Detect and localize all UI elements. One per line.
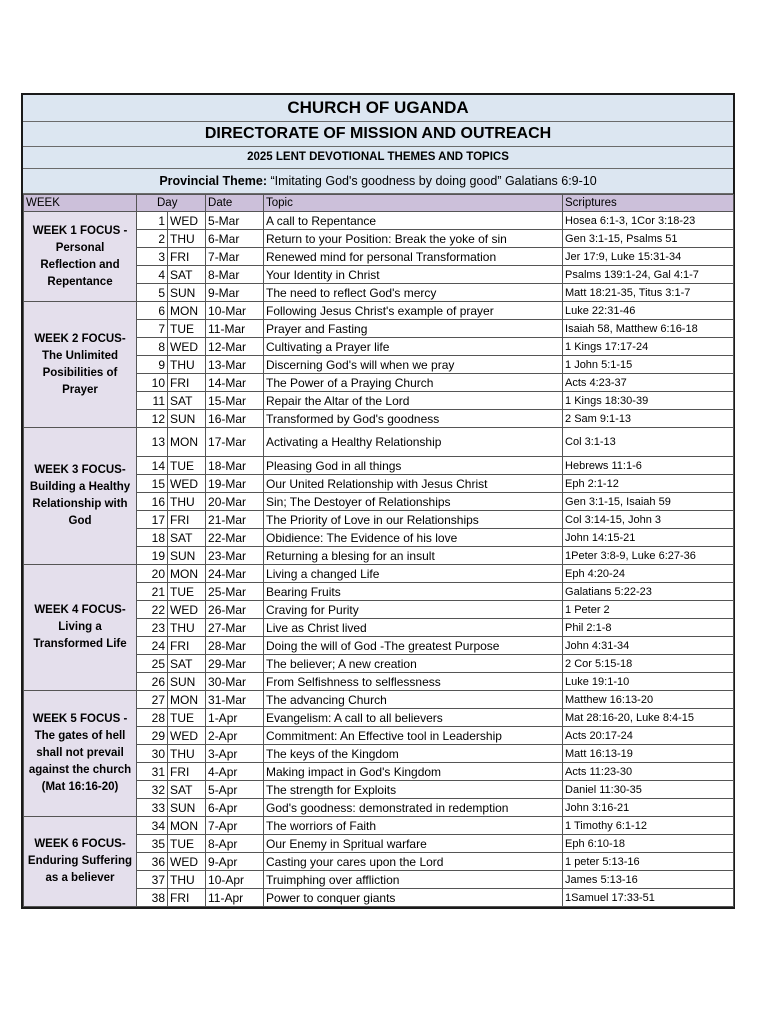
date-cell: 24-Mar — [206, 565, 264, 583]
day-name: FRI — [168, 248, 206, 266]
scripture-cell: Matthew 16:13-20 — [563, 691, 734, 709]
date-cell: 29-Mar — [206, 655, 264, 673]
day-name: FRI — [168, 637, 206, 655]
topic-cell: Discerning God's will when we pray — [264, 356, 563, 374]
topic-cell: Returning a blesing for an insult — [264, 547, 563, 565]
column-header-row — [24, 195, 734, 212]
day-number: 7 — [137, 320, 168, 338]
day-number: 20 — [137, 565, 168, 583]
scripture-cell: Gen 3:1-15, Isaiah 59 — [563, 493, 734, 511]
day-name: FRI — [168, 374, 206, 392]
scripture-cell: John 3:16-21 — [563, 799, 734, 817]
day-number: 5 — [137, 284, 168, 302]
scripture-cell: Psalms 139:1-24, Gal 4:1-7 — [563, 266, 734, 284]
day-name: WED — [168, 475, 206, 493]
subtitle: 2025 LENT DEVOTIONAL THEMES AND TOPICS — [23, 147, 733, 169]
topic-cell: The keys of the Kingdom — [264, 745, 563, 763]
schedule-table — [23, 194, 734, 907]
topic-cell: Return to your Position: Break the yoke of sin — [264, 230, 563, 248]
topic-cell: Obidience: The Evidence of his love — [264, 529, 563, 547]
day-number: 30 — [137, 745, 168, 763]
scripture-cell: 2 Sam 9:1-13 — [563, 410, 734, 428]
day-number: 31 — [137, 763, 168, 781]
date-cell: 20-Mar — [206, 493, 264, 511]
topic-cell: The need to reflect God's mercy — [264, 284, 563, 302]
day-name: WED — [168, 601, 206, 619]
topic-cell: Pleasing God in all things — [264, 457, 563, 475]
week-focus-label: WEEK 2 FOCUS- The Unlimited Posibilities of Prayer — [24, 302, 137, 428]
date-cell: 23-Mar — [206, 547, 264, 565]
org-title: CHURCH OF UGANDA — [23, 95, 733, 122]
topic-cell: Truimphing over affliction — [264, 871, 563, 889]
day-name: THU — [168, 619, 206, 637]
day-number: 23 — [137, 619, 168, 637]
day-number: 33 — [137, 799, 168, 817]
day-name: WED — [168, 727, 206, 745]
day-number: 3 — [137, 248, 168, 266]
day-number: 26 — [137, 673, 168, 691]
topic-cell: Following Jesus Christ's example of prayer — [264, 302, 563, 320]
topic-cell: Repair the Altar of the Lord — [264, 392, 563, 410]
day-number: 9 — [137, 356, 168, 374]
day-number: 6 — [137, 302, 168, 320]
day-name: SUN — [168, 799, 206, 817]
day-number: 8 — [137, 338, 168, 356]
date-cell: 22-Mar — [206, 529, 264, 547]
topic-cell: Making impact in God's Kingdom — [264, 763, 563, 781]
day-number: 38 — [137, 889, 168, 907]
day-number: 25 — [137, 655, 168, 673]
scripture-cell: Daniel 11:30-35 — [563, 781, 734, 799]
day-number: 17 — [137, 511, 168, 529]
topic-cell: Transformed by God's goodness — [264, 410, 563, 428]
day-number: 32 — [137, 781, 168, 799]
scripture-cell: Luke 19:1-10 — [563, 673, 734, 691]
day-name: SAT — [168, 266, 206, 284]
day-number: 22 — [137, 601, 168, 619]
col-week: WEEK — [24, 195, 137, 212]
day-name: SAT — [168, 655, 206, 673]
date-cell: 17-Mar — [206, 428, 264, 457]
date-cell: 27-Mar — [206, 619, 264, 637]
directorate-title: DIRECTORATE OF MISSION AND OUTREACH — [23, 122, 733, 147]
scripture-cell: 1 peter 5:13-16 — [563, 853, 734, 871]
day-name: MON — [168, 565, 206, 583]
week-focus-label: WEEK 5 FOCUS - The gates of hell shall not prevail against the church (Mat 16:16-20) — [24, 691, 137, 817]
day-name: THU — [168, 356, 206, 374]
scripture-cell: John 14:15-21 — [563, 529, 734, 547]
topic-cell: Prayer and Fasting — [264, 320, 563, 338]
scripture-cell: Gen 3:1-15, Psalms 51 — [563, 230, 734, 248]
day-name: SUN — [168, 284, 206, 302]
col-date: Date — [206, 195, 264, 212]
day-name: SUN — [168, 547, 206, 565]
topic-cell: Commitment: An Effective tool in Leadership — [264, 727, 563, 745]
day-name: WED — [168, 853, 206, 871]
day-name: WED — [168, 338, 206, 356]
date-cell: 11-Apr — [206, 889, 264, 907]
scripture-cell: Eph 2:1-12 — [563, 475, 734, 493]
scripture-cell: 1 Kings 18:30-39 — [563, 392, 734, 410]
day-name: FRI — [168, 763, 206, 781]
topic-cell: God's goodness: demonstrated in redemption — [264, 799, 563, 817]
date-cell: 4-Apr — [206, 763, 264, 781]
day-number: 29 — [137, 727, 168, 745]
day-name: FRI — [168, 511, 206, 529]
topic-cell: The believer; A new creation — [264, 655, 563, 673]
day-number: 16 — [137, 493, 168, 511]
day-number: 37 — [137, 871, 168, 889]
date-cell: 9-Mar — [206, 284, 264, 302]
day-number: 15 — [137, 475, 168, 493]
scripture-cell: 1 Kings 17:17-24 — [563, 338, 734, 356]
topic-cell: The Priority of Love in our Relationships — [264, 511, 563, 529]
date-cell: 16-Mar — [206, 410, 264, 428]
day-name: WED — [168, 212, 206, 230]
day-number: 2 — [137, 230, 168, 248]
day-name: SAT — [168, 392, 206, 410]
date-cell: 26-Mar — [206, 601, 264, 619]
table-row — [24, 565, 734, 583]
topic-cell: Renewed mind for personal Transformation — [264, 248, 563, 266]
topic-cell: Activating a Healthy Relationship — [264, 428, 563, 457]
scripture-cell: Col 3:14-15, John 3 — [563, 511, 734, 529]
date-cell: 6-Mar — [206, 230, 264, 248]
devotional-sheet — [21, 93, 735, 909]
table-row — [24, 691, 734, 709]
day-name: THU — [168, 230, 206, 248]
theme-label: Provincial Theme: — [159, 174, 267, 188]
day-name: THU — [168, 871, 206, 889]
date-cell: 19-Mar — [206, 475, 264, 493]
day-number: 13 — [137, 428, 168, 457]
topic-cell: Power to conquer giants — [264, 889, 563, 907]
date-cell: 30-Mar — [206, 673, 264, 691]
day-number: 21 — [137, 583, 168, 601]
topic-cell: Live as Christ lived — [264, 619, 563, 637]
day-number: 18 — [137, 529, 168, 547]
scripture-cell: 2 Cor 5:15-18 — [563, 655, 734, 673]
provincial-theme — [23, 169, 733, 194]
day-number: 4 — [137, 266, 168, 284]
date-cell: 13-Mar — [206, 356, 264, 374]
date-cell: 7-Apr — [206, 817, 264, 835]
date-cell: 18-Mar — [206, 457, 264, 475]
scripture-cell: 1 Peter 2 — [563, 601, 734, 619]
scripture-cell: Acts 20:17-24 — [563, 727, 734, 745]
date-cell: 31-Mar — [206, 691, 264, 709]
day-name: MON — [168, 428, 206, 457]
topic-cell: From Selfishness to selflessness — [264, 673, 563, 691]
day-name: TUE — [168, 457, 206, 475]
day-name: FRI — [168, 889, 206, 907]
day-number: 28 — [137, 709, 168, 727]
day-name: SAT — [168, 781, 206, 799]
topic-cell: Evangelism: A call to all believers — [264, 709, 563, 727]
scripture-cell: 1Samuel 17:33-51 — [563, 889, 734, 907]
date-cell: 9-Apr — [206, 853, 264, 871]
topic-cell: Bearing Fruits — [264, 583, 563, 601]
scripture-cell: Mat 28:16-20, Luke 8:4-15 — [563, 709, 734, 727]
date-cell: 21-Mar — [206, 511, 264, 529]
week-focus-label: WEEK 3 FOCUS- Building a Healthy Relationship with God — [24, 428, 137, 565]
week-focus-label: WEEK 4 FOCUS- Living a Transformed Life — [24, 565, 137, 691]
day-name: TUE — [168, 320, 206, 338]
day-name: SUN — [168, 410, 206, 428]
date-cell: 12-Mar — [206, 338, 264, 356]
day-name: TUE — [168, 835, 206, 853]
day-number: 14 — [137, 457, 168, 475]
table-row — [24, 817, 734, 835]
scripture-cell: Galatians 5:22-23 — [563, 583, 734, 601]
day-name: MON — [168, 817, 206, 835]
topic-cell: Living a changed Life — [264, 565, 563, 583]
day-number: 35 — [137, 835, 168, 853]
scripture-cell: 1 John 5:1-15 — [563, 356, 734, 374]
scripture-cell: Col 3:1-13 — [563, 428, 734, 457]
topic-cell: A call to Repentance — [264, 212, 563, 230]
date-cell: 10-Mar — [206, 302, 264, 320]
date-cell: 6-Apr — [206, 799, 264, 817]
date-cell: 7-Mar — [206, 248, 264, 266]
scripture-cell: Acts 11:23-30 — [563, 763, 734, 781]
topic-cell: Our Enemy in Spritual warfare — [264, 835, 563, 853]
day-name: SUN — [168, 673, 206, 691]
col-topic: Topic — [264, 195, 563, 212]
day-name: SAT — [168, 529, 206, 547]
day-name: THU — [168, 493, 206, 511]
table-row — [24, 302, 734, 320]
day-number: 24 — [137, 637, 168, 655]
scripture-cell: Eph 6:10-18 — [563, 835, 734, 853]
scripture-cell: Phil 2:1-8 — [563, 619, 734, 637]
day-number: 11 — [137, 392, 168, 410]
col-scriptures: Scriptures — [563, 195, 734, 212]
scripture-cell: Isaiah 58, Matthew 6:16-18 — [563, 320, 734, 338]
date-cell: 15-Mar — [206, 392, 264, 410]
topic-cell: The Power of a Praying Church — [264, 374, 563, 392]
date-cell: 28-Mar — [206, 637, 264, 655]
date-cell: 2-Apr — [206, 727, 264, 745]
day-number: 12 — [137, 410, 168, 428]
day-number: 19 — [137, 547, 168, 565]
topic-cell: The strength for Exploits — [264, 781, 563, 799]
scripture-cell: 1 Timothy 6:1-12 — [563, 817, 734, 835]
date-cell: 1-Apr — [206, 709, 264, 727]
scripture-cell: Luke 22:31-46 — [563, 302, 734, 320]
week-focus-label: WEEK 6 FOCUS- Enduring Suffering as a believer — [24, 817, 137, 907]
date-cell: 5-Apr — [206, 781, 264, 799]
topic-cell: Our United Relationship with Jesus Christ — [264, 475, 563, 493]
scripture-cell: Hosea 6:1-3, 1Cor 3:18-23 — [563, 212, 734, 230]
day-number: 36 — [137, 853, 168, 871]
day-name: MON — [168, 302, 206, 320]
date-cell: 5-Mar — [206, 212, 264, 230]
topic-cell: Sin; The Destoyer of Relationships — [264, 493, 563, 511]
week-focus-label: WEEK 1 FOCUS - Personal Reflection and Repentance — [24, 212, 137, 302]
day-name: TUE — [168, 709, 206, 727]
topic-cell: Your Identity in Christ — [264, 266, 563, 284]
date-cell: 8-Mar — [206, 266, 264, 284]
day-number: 1 — [137, 212, 168, 230]
topic-cell: Casting your cares upon the Lord — [264, 853, 563, 871]
scripture-cell: Acts 4:23-37 — [563, 374, 734, 392]
table-row — [24, 428, 734, 457]
topic-cell: The advancing Church — [264, 691, 563, 709]
topic-cell: Doing the will of God -The greatest Purpose — [264, 637, 563, 655]
theme-text: “Imitating God's goodness by doing good” Galatians 6:9-10 — [270, 174, 597, 188]
scripture-cell: James 5:13-16 — [563, 871, 734, 889]
scripture-cell: Eph 4:20-24 — [563, 565, 734, 583]
day-name: MON — [168, 691, 206, 709]
topic-cell: Craving for Purity — [264, 601, 563, 619]
day-name: THU — [168, 745, 206, 763]
date-cell: 10-Apr — [206, 871, 264, 889]
day-name: TUE — [168, 583, 206, 601]
scripture-cell: Matt 16:13-19 — [563, 745, 734, 763]
scripture-cell: John 4:31-34 — [563, 637, 734, 655]
scripture-cell: Matt 18:21-35, Titus 3:1-7 — [563, 284, 734, 302]
col-day: Day — [137, 195, 206, 212]
date-cell: 3-Apr — [206, 745, 264, 763]
date-cell: 11-Mar — [206, 320, 264, 338]
date-cell: 25-Mar — [206, 583, 264, 601]
day-number: 34 — [137, 817, 168, 835]
scripture-cell: 1Peter 3:8-9, Luke 6:27-36 — [563, 547, 734, 565]
date-cell: 8-Apr — [206, 835, 264, 853]
topic-cell: Cultivating a Prayer life — [264, 338, 563, 356]
day-number: 10 — [137, 374, 168, 392]
table-row — [24, 212, 734, 230]
day-number: 27 — [137, 691, 168, 709]
date-cell: 14-Mar — [206, 374, 264, 392]
scripture-cell: Hebrews 11:1-6 — [563, 457, 734, 475]
scripture-cell: Jer 17:9, Luke 15:31-34 — [563, 248, 734, 266]
topic-cell: The worriors of Faith — [264, 817, 563, 835]
